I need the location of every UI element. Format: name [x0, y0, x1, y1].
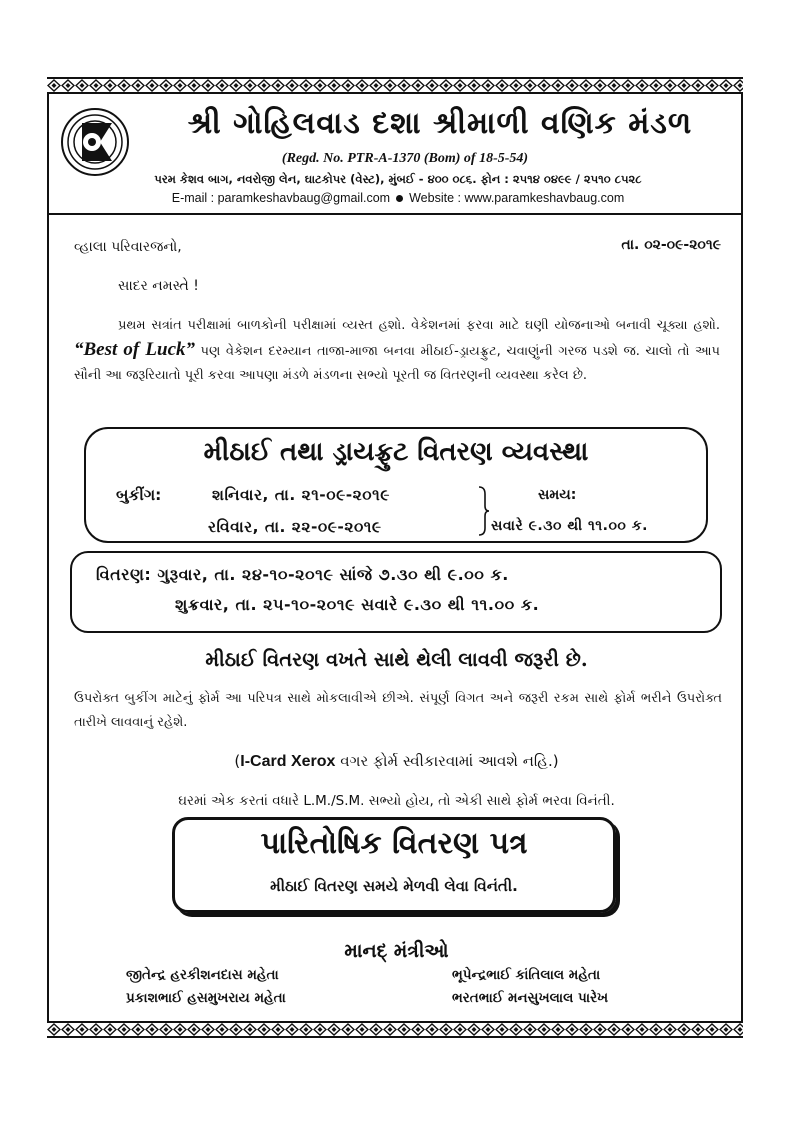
booking-label: બુકીંગ: [116, 486, 162, 504]
time-label: સમય: [538, 487, 577, 503]
contact-line [60, 191, 736, 205]
greeting: સાદર નમસ્તે ! [118, 278, 199, 294]
distribution-date-2: શુક્રવાર, તા. ૨૫-૧૦-૨૦૧૯ સવારે ૯.૩૦ થી ૧૧.૦૦ ક. [175, 595, 540, 614]
best-of-luck: “Best of Luck” [74, 339, 196, 360]
secretary-name: ભૂપેન્દ્રભાઈ કાંતિલાલ મહેતા [452, 967, 601, 983]
distribution-title: મીઠાઈ તથા ડ્રાયફ્રુટ વિતરણ વ્યવસ્થા [203, 437, 589, 467]
intro-text-end: પણ વેકેશન દરમ્યાન તાજા-માજા બનવા મીઠાઈ-ડ્રાયફ્રુટ, ચવાણુંની ગરજ પડશે જ. ચાલો તો આપ સૌની આ જરૂરિયાતો પૂરી કરવા આપણા મંડળે મંડળના સભ્યો પૂરતી જ વિતરણની વ્યવસ્થા કરેલ છે. [74, 344, 720, 383]
decorative-border-top [47, 77, 743, 94]
booking-form-paragraph: ઉપરોક્ત બુકીંગ માટેનું ફોર્મ આ પરિપત્ર સાથે મોકલાવીએ છીએ. સંપૂર્ણ વિગત અને જરૂરી રકમ સાથે ફોર્મ ભરીને ઉપરોક્ત તારીખે લાવવાનું રહેશે. [74, 691, 722, 730]
org-address: પરમ કેશવ બાગ, નવરોજી લેન, ઘાટકોપર (વેસ્ટ), મુંબઈ - ૪૦૦ ૦૮૬. ફોન : ૨૫૧૪ ૦૪૯૯ / ૨૫૧૦ ૮૫૨૮ [154, 172, 642, 186]
decorative-border-bottom [47, 1021, 743, 1038]
secretary-name: ભરતભાઈ મનસુખલાલ પારેખ [452, 990, 609, 1006]
website-text: Website : www.paramkeshavbaug.com [409, 191, 625, 205]
prize-title: પારિતોષિક વિતરણ પત્ર [260, 826, 528, 861]
prize-subtitle: મીઠાઈ વિતરણ સમયે મેળવી લેવા વિનંતી. [270, 877, 518, 895]
icard-rest: વગર ફોર્મ સ્વીકારવામાં આવશે નહિ.) [335, 752, 559, 770]
booking-date-1: શનિવાર, તા. ૨૧-૦૯-૨૦૧૯ [212, 486, 390, 504]
secretary-name: જીતેન્દ્ર હરકીશનદાસ મહેતા [126, 967, 279, 983]
icard-xerox: I-Card Xerox [240, 753, 336, 770]
household-note: ઘરમાં એક કરતાં વધારે L.M./S.M. સભ્યો હોય, તો એકી સાથે ફોર્મ ભરવા વિનંતી. [178, 793, 615, 809]
salutation: વ્હાલા પરિવારજનો, [74, 239, 182, 255]
distribution-date-1: વિતરણ: ગુરૂવાર, તા. ૨૪-૧૦-૨૦૧૯ સાંજે ૭.૩૦ થી ૯.૦૦ ક. [96, 565, 509, 584]
registration-number: (Regd. No. PTR-A-1370 (Bom) of 18-5-54) [281, 151, 529, 166]
icard-note [40, 752, 753, 771]
bag-note: મીઠાઈ વિતરણ વખતે સાથે થેલી લાવવી જરૂરી છે. [205, 648, 588, 671]
secretaries-heading: માનદ્ મંત્રીઓ [344, 940, 449, 962]
intro-paragraph [74, 314, 720, 388]
booking-time: સવારે ૯.૩૦ થી ૧૧.૦૦ ક. [491, 518, 648, 534]
intro-text-start: પ્રથમ સત્રાંત પરીક્ષામાં બાળકોની પરીક્ષામાં વ્યસ્ત હશો. વેકેશનમાં ફરવા માટે ઘણી યોજનાઓ બનાવી ચૂક્યા હશો. [118, 318, 720, 333]
distribution-dates-box [70, 551, 722, 633]
org-logo-icon [60, 107, 130, 177]
email-text: E-mail : paramkeshavbaug@gmail.com [171, 191, 391, 205]
icard-open-paren: ( [234, 752, 241, 770]
booking-date-2: રવિવાર, તા. ૨૨-૦૯-૨૦૧૯ [208, 518, 382, 536]
header-divider [47, 213, 743, 215]
bullet-icon [396, 195, 403, 202]
letter-date: તા. ૦૨-૦૯-૨૦૧૯ [621, 237, 721, 253]
brace-icon [476, 486, 490, 536]
org-name: શ્રી ગોહિલવાડ દશા શ્રીમાળી વણિક મંડળ [187, 106, 693, 141]
secretary-name: પ્રકાશભાઈ હસમુખરાય મહેતા [126, 990, 286, 1006]
